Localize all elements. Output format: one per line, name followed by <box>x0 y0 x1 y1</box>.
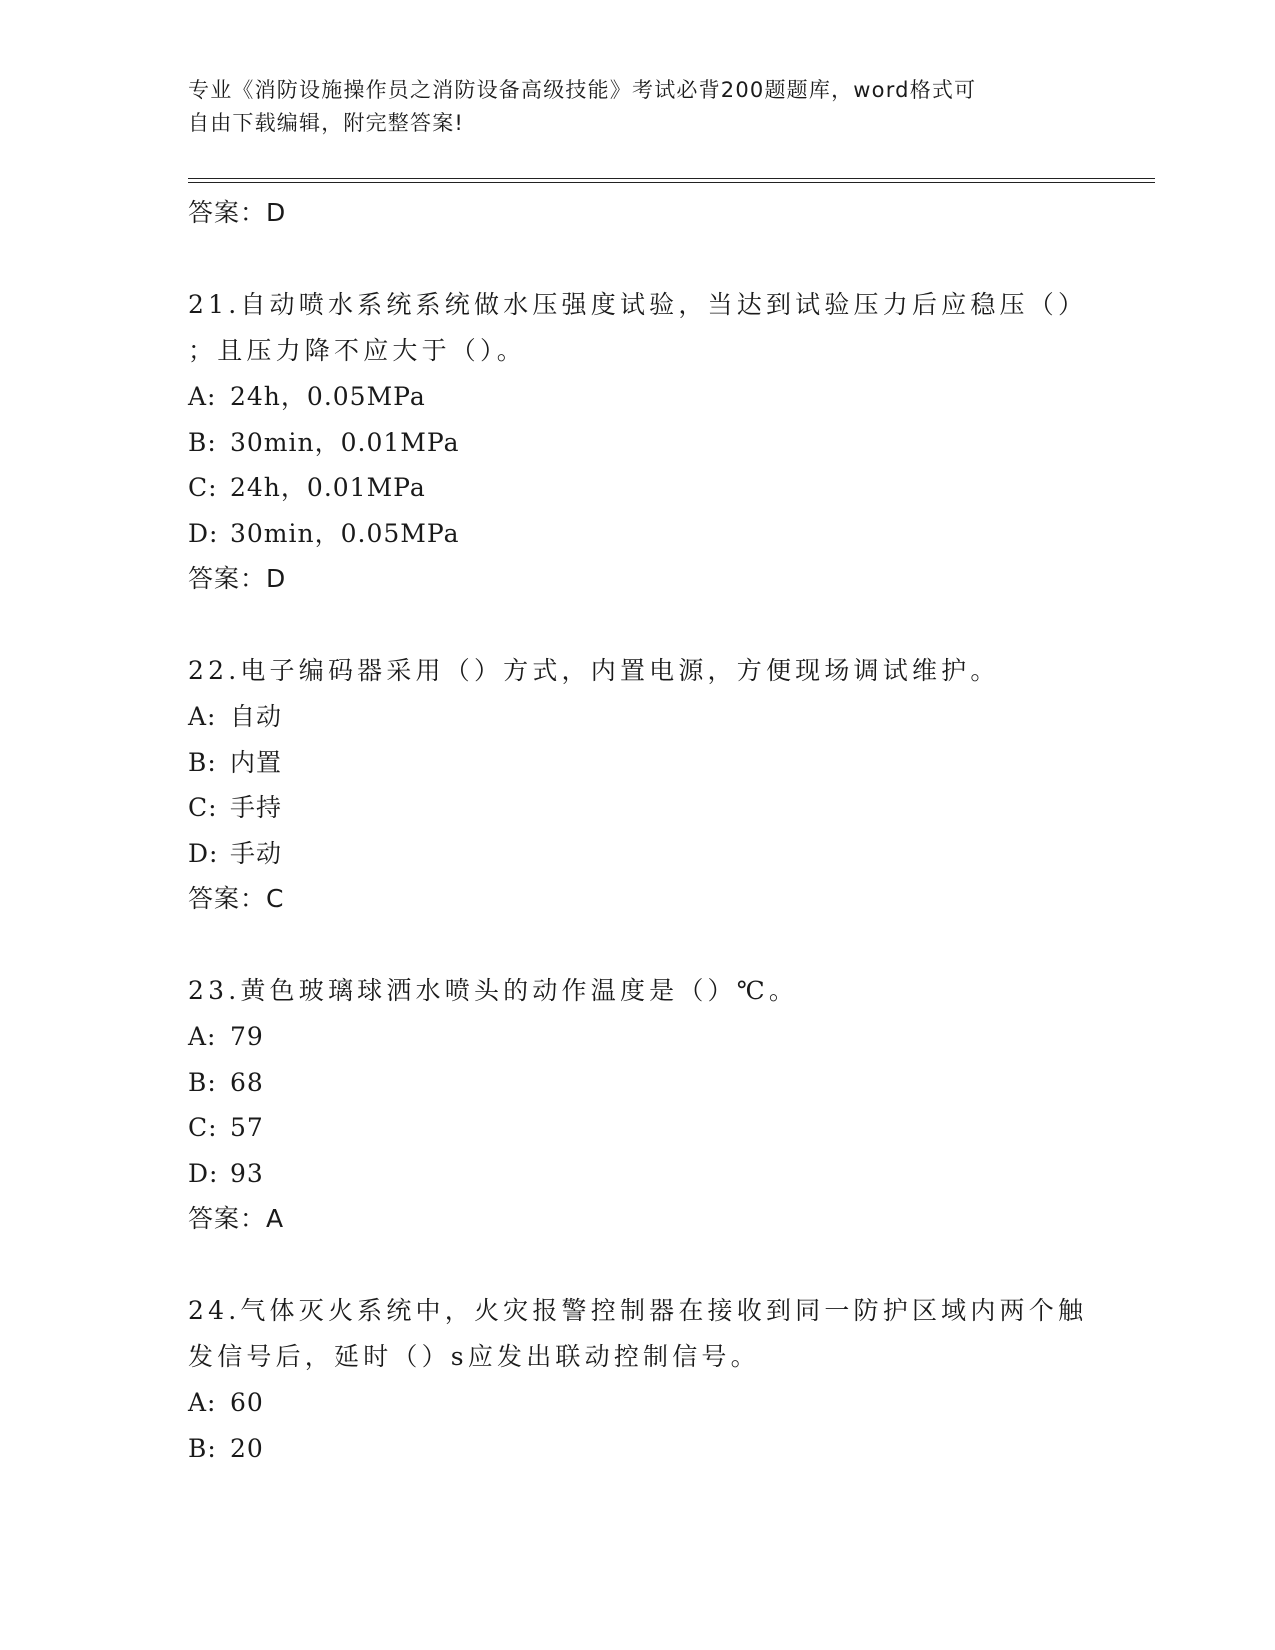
question-24 <box>188 1288 1088 1471</box>
option-a <box>188 1014 1088 1060</box>
header-divider-top <box>188 178 1155 179</box>
option-b <box>188 1426 1088 1472</box>
answer-line: 答案：D <box>188 564 287 593</box>
option-text: 93 <box>230 1158 264 1188</box>
question-22 <box>188 648 1088 921</box>
option-key: C: <box>188 1113 218 1142</box>
question-text-continued: ；且压力降不应大于（）。 <box>188 336 526 365</box>
option-d <box>188 1151 1088 1197</box>
question-text: 24.气体灭火系统中，火灾报警控制器在接收到同一防护区域内两个触 <box>188 1296 1088 1325</box>
option-c <box>188 785 1088 831</box>
option-text: 68 <box>230 1067 264 1097</box>
option-d <box>188 511 1088 557</box>
question-text: 23.黄色玻璃球洒水喷头的动作温度是（）℃。 <box>188 976 799 1005</box>
question-text: 22.电子编码器采用（）方式，内置电源，方便现场调试维护。 <box>188 656 1000 685</box>
option-key: A: <box>188 702 217 731</box>
question-21 <box>188 282 1088 601</box>
option-key: A: <box>188 1022 217 1051</box>
option-c <box>188 465 1088 511</box>
option-text: 30min，0.05MPa <box>230 518 460 548</box>
option-text: 60 <box>230 1388 264 1417</box>
option-b <box>188 1060 1088 1106</box>
option-key: C: <box>188 793 218 822</box>
option-key: C: <box>188 473 218 502</box>
option-key: D: <box>188 1158 219 1188</box>
option-b <box>188 740 1088 786</box>
header-divider-bottom <box>188 182 1155 183</box>
header-line-2: 自由下载编辑，附完整答案! <box>188 111 465 135</box>
option-key: B: <box>188 1067 217 1097</box>
option-text: 手动 <box>230 838 283 868</box>
option-key: A: <box>188 1388 217 1417</box>
option-key: B: <box>188 1433 217 1463</box>
option-text: 20 <box>230 1433 264 1463</box>
option-c <box>188 1105 1088 1151</box>
previous-answer: 答案：D <box>188 198 287 227</box>
option-b <box>188 420 1088 466</box>
option-text: 手持 <box>230 793 283 822</box>
option-text: 24h，0.01MPa <box>230 473 426 502</box>
option-key: D: <box>188 838 219 868</box>
option-key: A: <box>188 382 217 411</box>
question-text-continued: 发信号后，延时（）s应发出联动控制信号。 <box>188 1342 760 1371</box>
option-a <box>188 374 1088 420</box>
option-key: B: <box>188 747 217 777</box>
option-text: 内置 <box>230 747 283 777</box>
option-text: 24h，0.05MPa <box>230 382 426 411</box>
option-text: 79 <box>230 1022 264 1051</box>
option-text: 57 <box>230 1113 264 1142</box>
question-text: 21.自动喷水系统系统做水压强度试验，当达到试验压力后应稳压（） <box>188 290 1088 319</box>
question-list <box>188 190 1088 1471</box>
header-line-1: 专业《消防设施操作员之消防设备高级技能》考试必背200题题库，word格式可 <box>188 78 977 102</box>
answer-line: 答案：C <box>188 884 285 913</box>
question-23 <box>188 968 1088 1241</box>
document-header <box>188 74 1088 140</box>
option-a <box>188 694 1088 740</box>
option-text: 自动 <box>230 702 283 731</box>
option-text: 30min，0.01MPa <box>230 427 460 457</box>
option-a <box>188 1380 1088 1426</box>
option-key: D: <box>188 518 219 548</box>
option-key: B: <box>188 427 217 457</box>
answer-line: 答案：A <box>188 1204 285 1233</box>
option-d <box>188 831 1088 877</box>
